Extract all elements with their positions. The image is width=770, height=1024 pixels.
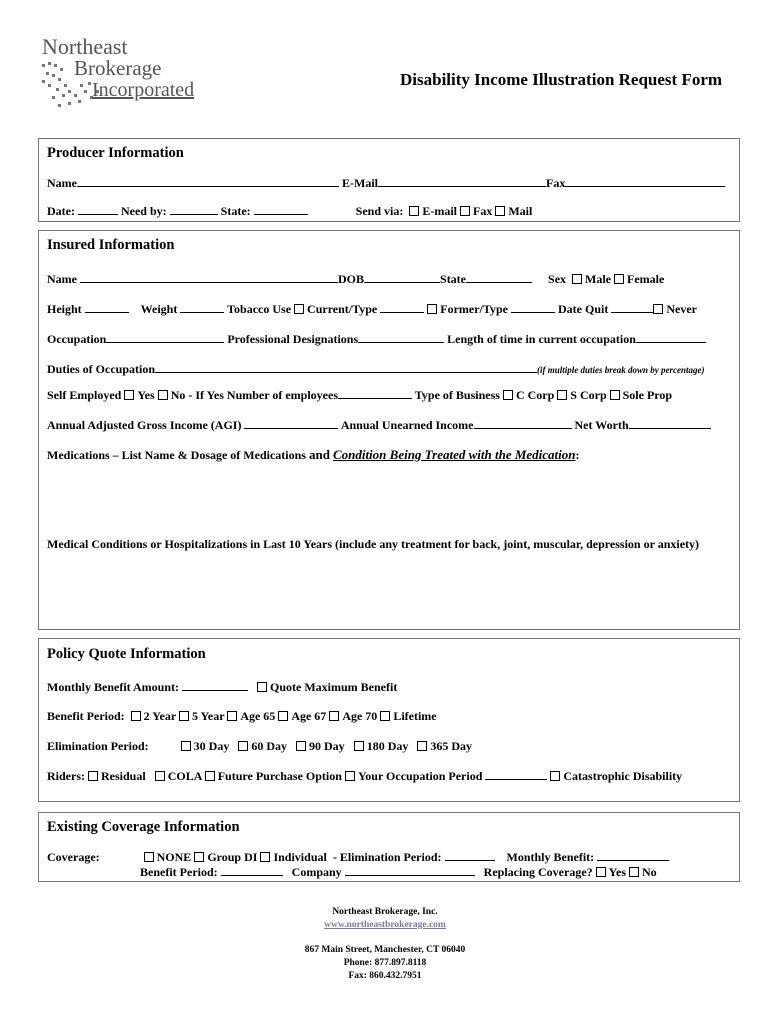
date-quit-label: Date Quit: [558, 302, 609, 316]
occupation-label: Occupation: [47, 332, 107, 346]
monthly-benefit-label: Monthly Benefit Amount:: [47, 680, 179, 694]
medications-text-area[interactable]: [47, 467, 731, 527]
tobacco-label: Tobacco Use: [227, 302, 292, 316]
fax-label: Fax: [546, 176, 566, 190]
footer-phone: Phone: 877.897.8118: [343, 958, 427, 968]
occupation-field[interactable]: [106, 331, 224, 343]
bp-2-year-label: 2 Year: [143, 709, 176, 723]
insured-state-label: State: [440, 272, 467, 286]
current-type-label: Current/Type: [307, 302, 378, 316]
bp-age-67-label: Age 67: [291, 709, 327, 723]
prof-designations-field[interactable]: [358, 331, 444, 343]
logo-text-brokerage: Brokerage: [74, 56, 162, 80]
policy-heading: Policy Quote Information: [47, 646, 206, 662]
send-via-label: Send via:: [355, 204, 404, 218]
policy-row-elimination: [47, 739, 472, 754]
form-title: Disability Income Illustration Request Form: [400, 70, 723, 89]
self-employed-label: Self Employed: [47, 388, 122, 402]
dob-field[interactable]: [364, 271, 440, 283]
duties-field[interactable]: [155, 361, 537, 373]
send-mail-label: Mail: [508, 204, 533, 218]
existing-elim-label: - Elimination Period:: [332, 850, 442, 864]
ep-180-label: 180 Day: [366, 739, 409, 753]
height-label: Height: [47, 302, 82, 316]
footer-website-link[interactable]: www.northeastbrokerage.com: [324, 920, 446, 930]
monthly-benefit-field[interactable]: [182, 679, 248, 691]
insured-row-name: [47, 271, 664, 287]
riders-label: Riders:: [47, 769, 85, 783]
unearned-income-field[interactable]: [474, 417, 572, 429]
cola-checkbox[interactable]: [155, 771, 165, 781]
replacing-no-checkbox[interactable]: [629, 867, 639, 877]
self-employed-yes-label: Yes: [137, 388, 155, 402]
ep-90-checkbox[interactable]: [296, 741, 306, 751]
replacing-coverage-label: Replacing Coverage?: [483, 865, 593, 879]
bp-age-70-label: Age 70: [342, 709, 378, 723]
footer: [0, 906, 770, 983]
insured-name-field[interactable]: [80, 271, 338, 283]
bp-age-67-checkbox[interactable]: [278, 711, 288, 721]
c-corp-label: C Corp: [515, 388, 555, 402]
ep-90-label: 90 Day: [309, 739, 345, 753]
elimination-period-label: Elimination Period:: [47, 739, 149, 753]
company-logo: [38, 34, 218, 114]
existing-row-2: [140, 864, 657, 880]
type-business-label: Type of Business: [414, 388, 500, 402]
quote-max-label: Quote Maximum Benefit: [270, 680, 398, 694]
self-employed-yes-checkbox[interactable]: [124, 390, 134, 400]
ep-365-label: 365 Day: [430, 739, 473, 753]
name-label: Name: [47, 176, 77, 190]
self-employed-no-checkbox[interactable]: [158, 390, 168, 400]
insured-row-income: [47, 417, 711, 433]
medical-conditions-text-area[interactable]: [47, 557, 731, 623]
footer-address: 867 Main Street, Manchester, CT 06040: [304, 945, 466, 955]
residual-label: Residual: [101, 769, 146, 783]
fpo-checkbox[interactable]: [205, 771, 215, 781]
bp-age-65-checkbox[interactable]: [227, 711, 237, 721]
existing-monthly-field[interactable]: [597, 849, 669, 861]
catastrophic-checkbox[interactable]: [550, 771, 560, 781]
female-checkbox[interactable]: [614, 274, 624, 284]
insured-section: [38, 230, 740, 630]
dob-label: DOB: [338, 272, 365, 286]
net-worth-label: Net Worth: [574, 418, 629, 432]
former-type-label: Former/Type: [440, 302, 509, 316]
policy-row-monthly: [47, 679, 397, 695]
insured-row-medications: [47, 447, 580, 463]
quote-max-checkbox[interactable]: [257, 682, 267, 692]
replacing-no-label: No: [642, 865, 657, 879]
coverage-individual-checkbox[interactable]: [260, 852, 270, 862]
coverage-label: Coverage:: [47, 850, 100, 864]
medications-colon: :: [575, 448, 580, 462]
duties-note: (if multiple duties break down by percentage): [537, 365, 705, 375]
medications-and: and: [308, 447, 330, 462]
tobacco-current-checkbox[interactable]: [294, 304, 304, 314]
producer-email-field[interactable]: [378, 175, 546, 187]
time-in-occupation-label: Length of time in current occupation: [447, 332, 636, 346]
send-mail-checkbox[interactable]: [495, 206, 505, 216]
female-label: Female: [627, 272, 665, 286]
footer-fax: Fax: 860.432.7951: [348, 971, 422, 981]
insured-row-self-employed: [47, 387, 672, 403]
producer-section: [38, 138, 740, 222]
ep-180-checkbox[interactable]: [354, 741, 364, 751]
existing-company-field[interactable]: [345, 864, 475, 876]
male-checkbox[interactable]: [572, 274, 582, 284]
your-occ-label: Your Occupation Period: [357, 769, 483, 783]
replacing-yes-checkbox[interactable]: [596, 867, 606, 877]
send-email-label: E-mail: [422, 204, 458, 218]
medications-label: Medications – List Name & Dosage of Medications: [47, 448, 306, 462]
time-in-occupation-field[interactable]: [636, 331, 706, 343]
duties-label: Duties of Occupation: [47, 362, 155, 376]
agi-field[interactable]: [244, 417, 338, 429]
bp-lifetime-label: Lifetime: [393, 709, 437, 723]
bp-5-year-checkbox[interactable]: [179, 711, 189, 721]
sex-label: Sex: [548, 272, 567, 286]
bp-age-70-checkbox[interactable]: [329, 711, 339, 721]
policy-row-benefit-period: [47, 709, 437, 724]
ep-60-label: 60 Day: [251, 739, 288, 753]
existing-heading: Existing Coverage Information: [47, 819, 240, 835]
bp-5-year-label: 5 Year: [191, 709, 225, 723]
need-by-field[interactable]: [170, 203, 218, 215]
former-type-field[interactable]: [511, 301, 555, 313]
coverage-none-label: NONE: [156, 850, 192, 864]
send-email-checkbox[interactable]: [409, 206, 419, 216]
insured-row-height: [47, 301, 697, 317]
weight-label: Weight: [140, 302, 178, 316]
male-label: Male: [585, 272, 612, 286]
catastrophic-label: Catastrophic Disability: [563, 769, 683, 783]
date-quit-field[interactable]: [611, 301, 653, 313]
cola-label: COLA: [167, 769, 202, 783]
producer-name-field[interactable]: [77, 175, 339, 187]
unearned-income-label: Annual Unearned Income: [340, 418, 474, 432]
logo-text-northeast: Northeast: [42, 34, 128, 59]
net-worth-field[interactable]: [629, 417, 711, 429]
tobacco-never-checkbox[interactable]: [653, 304, 663, 314]
weight-field[interactable]: [180, 301, 224, 313]
insured-heading: Insured Information: [47, 237, 175, 253]
footer-company: Northeast Brokerage, Inc.: [332, 907, 438, 917]
producer-fax-field[interactable]: [565, 175, 725, 187]
date-label: Date:: [47, 204, 75, 218]
send-fax-checkbox[interactable]: [460, 206, 470, 216]
agi-label: Annual Adjusted Gross Income (AGI): [47, 418, 242, 432]
employees-field[interactable]: [338, 387, 412, 399]
insured-row-duties: [47, 361, 704, 377]
s-corp-label: S Corp: [570, 388, 607, 402]
medications-condition-label: Condition Being Treated with the Medication: [332, 447, 576, 462]
bp-2-year-checkbox[interactable]: [131, 711, 141, 721]
height-field[interactable]: [85, 301, 129, 313]
state-field[interactable]: [254, 203, 308, 215]
bp-age-65-label: Age 65: [240, 709, 276, 723]
existing-row-1: [47, 849, 669, 865]
existing-bp-label: Benefit Period:: [140, 865, 218, 879]
sole-prop-label: Sole Prop: [622, 388, 673, 402]
existing-monthly-label: Monthly Benefit:: [506, 850, 595, 864]
producer-row-1: [47, 175, 725, 191]
coverage-individual-label: Individual: [273, 850, 327, 864]
producer-row-2: [47, 203, 532, 219]
existing-elim-field[interactable]: [445, 849, 495, 861]
coverage-group-checkbox[interactable]: [194, 852, 204, 862]
tobacco-former-checkbox[interactable]: [427, 304, 437, 314]
ep-30-checkbox[interactable]: [181, 741, 191, 751]
s-corp-checkbox[interactable]: [557, 390, 567, 400]
insured-state-field[interactable]: [466, 271, 532, 283]
date-field[interactable]: [78, 203, 118, 215]
never-label: Never: [666, 302, 697, 316]
replacing-yes-label: Yes: [608, 865, 626, 879]
logo-text-incorporated: Incorporated: [92, 79, 195, 101]
residual-checkbox[interactable]: [88, 771, 98, 781]
c-corp-checkbox[interactable]: [503, 390, 513, 400]
ep-60-checkbox[interactable]: [238, 741, 248, 751]
policy-row-riders: [47, 768, 682, 784]
policy-section: [38, 638, 740, 802]
producer-heading: Producer Information: [47, 145, 184, 161]
coverage-none-checkbox[interactable]: [144, 852, 154, 862]
sole-prop-checkbox[interactable]: [610, 390, 620, 400]
ep-30-label: 30 Day: [193, 739, 230, 753]
existing-section: [38, 812, 740, 882]
current-type-field[interactable]: [380, 301, 424, 313]
existing-company-label: Company: [291, 865, 342, 879]
insured-name-label: Name: [47, 272, 77, 286]
ep-365-checkbox[interactable]: [417, 741, 427, 751]
benefit-period-label: Benefit Period:: [47, 709, 125, 723]
coverage-group-label: Group DI: [207, 850, 258, 864]
fpo-label: Future Purchase Option: [217, 769, 342, 783]
send-fax-label: Fax: [473, 204, 493, 218]
employees-label: No - If Yes Number of employees: [170, 388, 338, 402]
medical-conditions-label: Medical Conditions or Hospitalizations in Last 10 Years (include any treatment for back, joint, muscular, depression or anxiety): [47, 537, 700, 551]
your-occ-checkbox[interactable]: [345, 771, 355, 781]
insured-row-occupation: [47, 331, 706, 347]
bp-lifetime-checkbox[interactable]: [380, 711, 390, 721]
email-label: E-Mail: [342, 176, 378, 190]
state-label: State:: [220, 204, 251, 218]
need-by-label: Need by:: [120, 204, 167, 218]
prof-designations-label: Professional Designations: [227, 332, 359, 346]
your-occ-field[interactable]: [485, 768, 547, 780]
existing-bp-field[interactable]: [221, 864, 283, 876]
